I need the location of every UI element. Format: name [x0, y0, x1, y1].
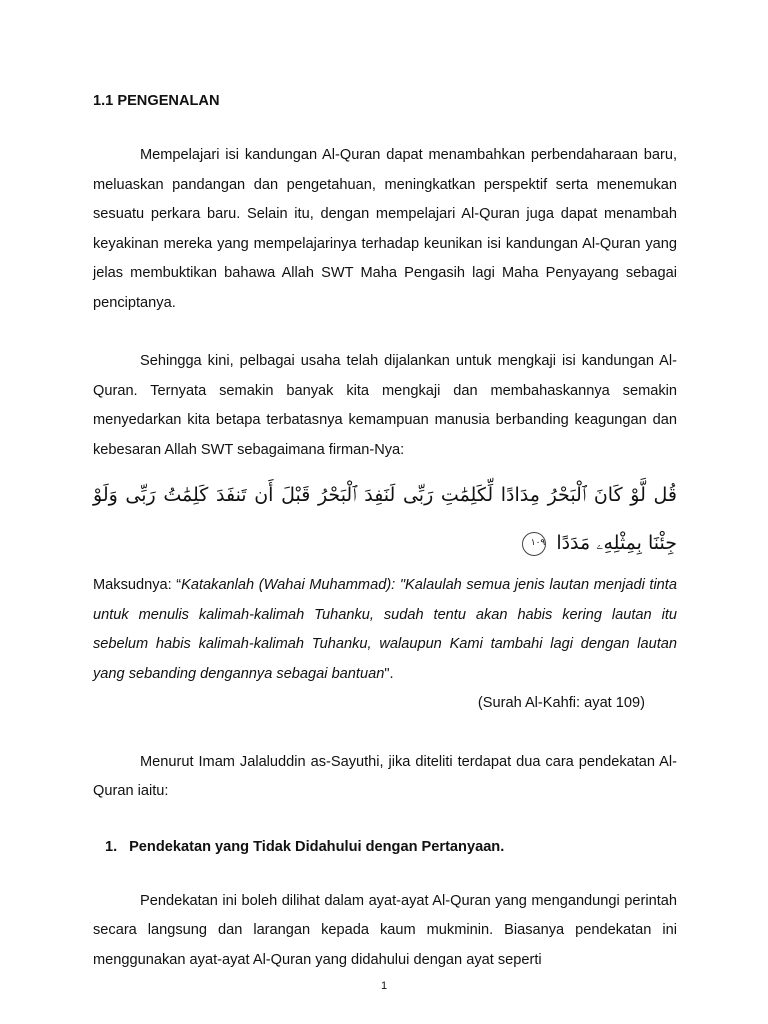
list-item-approach-1 [93, 836, 677, 858]
verse-reference: (Surah Al-Kahfi: ayat 109) [477, 695, 645, 711]
translation-prefix: Maksudnya: “ [93, 577, 182, 593]
ayah-number-icon: ١٠٩ [522, 532, 546, 556]
list-label: Pendekatan yang Tidak Didahului dengan Pertanyaan. [129, 838, 505, 855]
paragraph-study: Sehingga kini, pelbagai usaha telah dijalankan untuk mengkaji isi kandungan Al-Quran. Ternyata semakin banyak kita mengkaji dan membahaskannya semakin menyedarkan kita betapa terbatasnya kemampuan manusia berbanding keagungan dan kebesaran Allah SWT sebagaimana firman-Nya: [93, 353, 677, 458]
section-heading: 1.1 PENGENALAN [93, 93, 220, 109]
page-number: 1 [380, 980, 388, 992]
verse-text: قُل لَّوْ كَانَ ٱلْبَحْرُ مِدَادًا لِّكَلِمَٰتِ رَبِّى لَنَفِدَ ٱلْبَحْرُ قَبْلَ أَن تَنفَدَ كَلِمَٰتُ رَبِّى وَلَوْ جِئْنَا بِمِثْلِهِۦ مَدَدًا [93, 484, 677, 554]
list-number: 1. [105, 838, 118, 855]
page-content [93, 90, 677, 975]
paragraph-approach-detail: Pendekatan ini boleh dilihat dalam ayat-ayat Al-Quran yang mengandungi perintah secara langsung dan larangan kepada kaum mukminin. Biasanya pendekatan ini menggunakan ayat-ayat Al-Quran yang didahului dengan ayat seperti [93, 892, 677, 968]
verse-translation [93, 571, 677, 689]
quran-verse [93, 471, 677, 567]
paragraph-approach: Menurut Imam Jalaluddin as-Sayuthi, jika diteliti terdapat dua cara pendekatan Al-Quran iaitu: [93, 753, 677, 799]
translation-suffix: ". [384, 665, 394, 682]
paragraph-intro: Mempelajari isi kandungan Al-Quran dapat menambahkan perbendaharaan baru, meluaskan pandangan dan pengetahuan, meningkatkan perspektif serta menemukan sesuatu perkara baru. Selain itu, dengan mempelajari Al-Quran juga dapat menambah keyakinan mereka yang mempelajarinya terhadap keunikan isi kandungan Al-Quran yang jelas membuktikan bahawa Allah SWT Maha Pengasih lagi Maha Penyayang sebagai penciptanya. [93, 147, 677, 311]
translation-text: Katakanlah (Wahai Muhammad): "Kalaulah semua jenis lautan menjadi tinta untuk menulis kalimah-kalimah Tuhanku, sudah tentu akan habis kering lautan itu sebelum habis kalimah-kalimah Tuhanku, walaupun Kami tambahi lagi dengan lautan yang sebanding dengannya sebagai bantuan [93, 577, 677, 682]
